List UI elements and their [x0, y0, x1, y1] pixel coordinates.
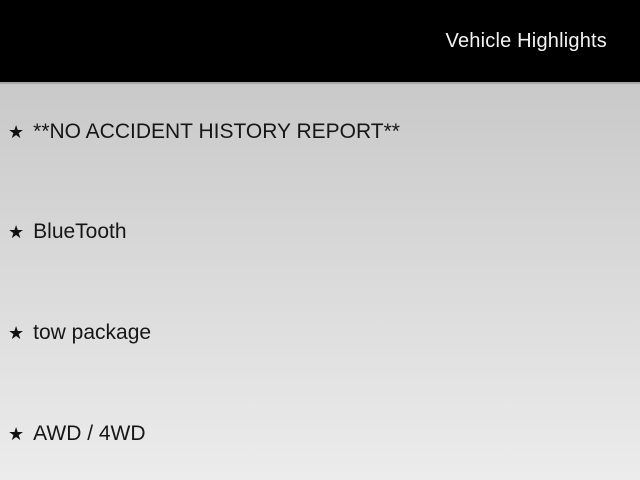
star-icon: ★	[8, 323, 25, 343]
page-title: Vehicle Highlights	[445, 29, 607, 52]
list-item	[8, 422, 146, 446]
highlight-label: tow package	[33, 321, 152, 344]
star-icon: ★	[8, 222, 25, 242]
header-bar	[0, 0, 640, 82]
highlights-list	[0, 82, 640, 480]
highlight-label: **NO ACCIDENT HISTORY REPORT**	[33, 120, 400, 143]
star-icon: ★	[8, 424, 25, 444]
list-item	[8, 120, 400, 144]
highlight-label: AWD / 4WD	[33, 422, 146, 445]
list-item	[8, 220, 127, 244]
star-icon: ★	[8, 122, 25, 142]
highlight-label: BlueTooth	[33, 220, 127, 243]
list-item	[8, 321, 151, 345]
